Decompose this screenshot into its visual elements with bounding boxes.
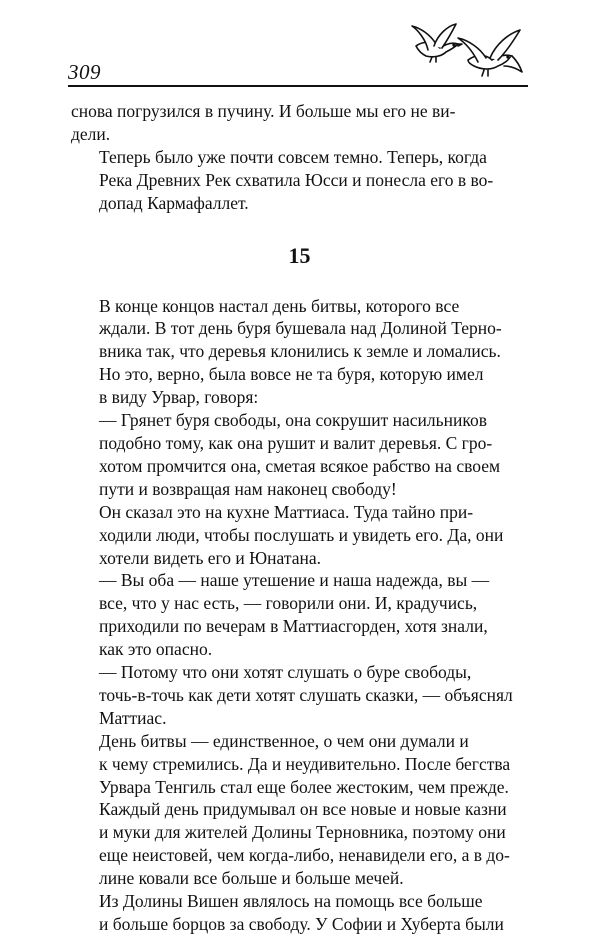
text-line: подобно тому, как она рушит и валит деревья. С гро- [99,432,493,453]
header-rule [68,85,528,87]
text-line: — Потому что они хотят слушать о буре свободы, [99,662,472,683]
text-line: снова погрузился в пучину. И больше мы его не ви- [71,101,456,121]
text-line: День битвы — единственное, о чем они думали и [99,730,469,751]
text-line: ждали. В тот день буря бушевала над Долиной Терно- [99,318,502,339]
text-line: Он сказал это на кухне Маттиаса. Туда тайно при- [99,501,474,522]
text-line: дели. [71,123,111,144]
paragraph [71,295,528,410]
paragraph [71,569,528,661]
text-line: в виду Урвар, говоря: [99,387,259,408]
text-line: — Вы оба — наше утешение и наша надежда, вы — [99,570,490,591]
text-line: приходили по вечерам в Маттиасгорден, хотя знали, [99,616,488,637]
text-before-chapter [71,100,528,215]
text-line: Маттиас. [99,707,167,728]
page-number: 309 [68,60,101,84]
text-line: Каждый день придумывал он все новые и новые казни [99,799,507,820]
text-line: Теперь было уже почти совсем темно. Теперь, когда [99,146,487,167]
text-line: хотели видеть его и Юнатана. [99,547,321,568]
text-line: еще неистовей, чем когда-либо, ненавидели его, а в до- [99,845,510,866]
text-line: и муки для жителей Долины Терновника, поэтому они [99,822,506,843]
text-after-chapter [71,295,528,936]
text-line: лине ковали все больше и больше мечей. [99,868,404,889]
paragraph [71,890,528,936]
text-line: пути и возвращая нам наконец свободу! [99,478,397,499]
chapter-heading: 15 [288,242,311,268]
text-line: вника так, что деревья клонились к земле и ломались. [99,341,501,362]
paragraph [71,501,528,570]
text-line: Урвара Тенгиль стал еще более жестоким, чем прежде. [99,776,509,797]
paragraph [71,146,528,215]
doves-icon [408,20,528,82]
text-line: и больше борцов за свободу. У Софии и Хуберта были [99,914,504,934]
text-line: к чему стремились. Да и неудивительно. После бегства [99,753,511,774]
paragraph [71,661,528,730]
text-line: хотом промчится она, сметая всякое рабство на своем [99,455,501,476]
text-line: все, что у нас есть, — говорили они. И, крадучись, [99,593,478,614]
text-line: как это опасно. [99,639,213,660]
paragraph [71,409,528,501]
text-line: ходили люди, чтобы послушать и увидеть его. Да, они [99,524,504,545]
text-line: — Грянет буря свободы, она сокрушит насильников [99,410,487,431]
text-line: точь-в-точь как дети хотят слушать сказки, — объяснял [99,684,513,705]
paragraph [71,100,528,146]
text-line: В конце концов настал день битвы, которого все [99,295,460,316]
page-header [68,20,528,88]
text-line: Река Древних Рек схватила Юсси и понесла его в во- [99,169,494,190]
text-line: Но это, верно, была вовсе не та буря, которую имел [99,364,484,385]
text-line: Из Долины Вишен являлось на помощь все больше [99,891,483,912]
body-text [71,100,528,936]
paragraph [71,730,528,890]
text-line: допад Кармафаллет. [99,192,249,213]
